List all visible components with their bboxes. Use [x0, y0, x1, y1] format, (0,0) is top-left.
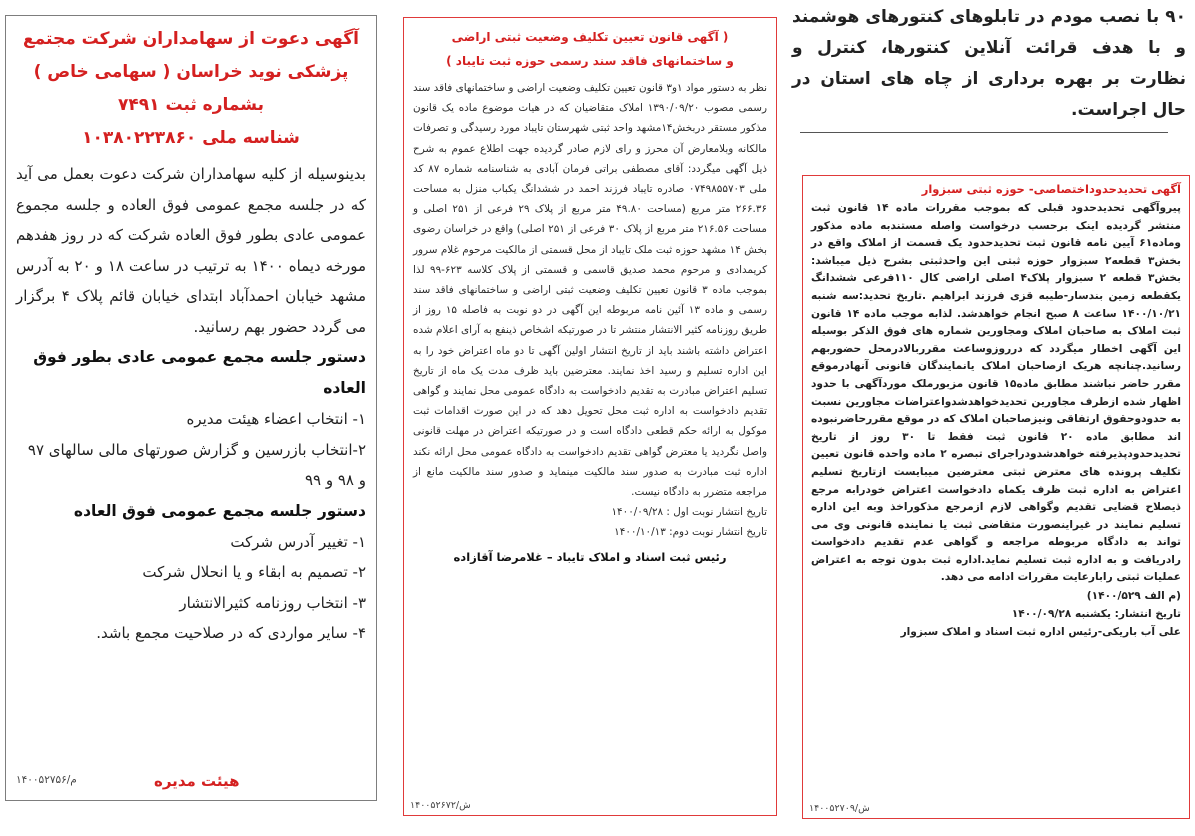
extraordinary-meeting-agenda [16, 527, 366, 649]
invitation-heading-line-1: آگهی دعوت از سهامداران شرکت مجتمع [23, 29, 359, 49]
extraordinary-meeting-agenda-title: دستور جلسه مجمع عمومی فوق العاده [73, 501, 366, 520]
invitation-body: بدینوسیله از کلیه سهامداران شرکت دعوت بعمل می آید که در جلسه مجمع عمومی فوق العاده و جلسه مجموع عمومی عادی بطور فوق العاده شرکت که در روز هفدهم مورخه دیماه ۱۴۰۰ به ترتیب در ساعت ۱۸ و ۲۰ به آدرس مشهد خیابان احمدآباد ابتدای خیابان قائم پلاک ۴ برگزار می گردد حضور بهم رسانید. [16, 165, 367, 336]
registration-number: بشماره ثبت ۷۴۹۱ [118, 95, 264, 115]
notice-signature: رئیس ثبت اسناد و املاک تایباد – غلامرضا آقازاده [453, 550, 727, 565]
notice-body: نظر به دستور مواد ۱و۳ قانون تعیین تکلیف وضعیت اراضی و ساختمانهای فاقد سند رسمی مصوب ۱۳۹۰/۰۹/۲۰ املاک متقاضیان که در هیات موضوع ماده یک قانون مذکور مستقر دربخش۱۴مشهد واحد ثبتی شهرستان تایباد مورد رسیدگی و تصرفات مالکانه وبلامعارض آن محرز و رای لازم صادر گردیده جهت اطلاع عموم به شرح ذیل آگهی میگردد: آقای مصطفی براتی فرمان آبادی به شناسنامه شماره ۸۷ کد ملی ۰۷۴۹۸۵۵۷۰۳ صادره تایباد فرزند احمد در ششدانگ یکباب منزل به مساحت ۲۶۶.۳۶ متر مربع (مساحت ۴۹.۸۰ متر مربع از پلاک ۲۹ فرعی از ۲۵۱ اصلی و مساحت ۲۱۶.۵۶ متر مربع از پلاک ۳۰ فرعی از ۲۵۱ اصلی) واقع در خراسان رضوی بخش ۱۴ مشهد حوزه ثبت ملک تایباد از محل قسمتی از مالکیت مرحوم غلام سرور کریمدادی و مرحوم محمد صدیق قاسمی و قسمتی از پلاک کلاسه ۶۲۳-۹۹ لذا بموجب ماده ۳ قانون تعیین تکلیف وضعیت ثبتی اراضی و ساختمانهای فاقد سند رسمی و ماده ۱۳ آئین نامه مربوطه این آگهی در دو نوبت به فاصله ۱۵ روز از طریق روزنامه کثیر الانتشار منتشر تا در صورتیکه اشخاص ذینفع به آرای اعلام شده اعتراض داشته باشند باید از تاریخ انتشار اولین آگهی تا دو ماه اعتراض خود را به این اداره تسلیم و رسید اخذ نمایند. معترضین باید ظرف مدت یک ماه از تاریخ تسلیم اعتراض مبادرت به تقدیم دادخواست به دادگاه عمومی محل نمایند و گواهی تقدیم دادخواست به اداره ثبت محل تحویل دهد که در این صورت اقدامات ثبت موکول به ارائه حکم قطعی دادگاه است و در صورتیکه اعتراض در مهلت قانونی واصل نگردید یا معترض گواهی تقدیم دادخواست به دادگاه عمومی محل ارائه نکند اداره ثبت مبادرت به صدور سند مالکیت مینماید و صدور سند مالکیت مانع از مراجعه متضرر به دادگاه نیست. [413, 82, 768, 499]
ordinary-meeting-agenda-title: دستور جلسه مجمع عمومی عادی بطور فوق العاده [33, 348, 366, 397]
notice-title-line-2: و ساختمانهای فاقد سند رسمی حوزه ثبت تایباد ) [446, 54, 734, 68]
agenda-item: ۱- تغییر آدرس شرکت [230, 532, 366, 551]
land-status-notice [403, 17, 777, 816]
agenda-item: ۲- تصمیم به ابقاء و یا انحلال شرکت [142, 563, 366, 581]
notice-code: ۱۴۰۰۵۲۷۵۶/م [16, 774, 77, 786]
notice-title-line-1: ( آگهی قانون تعیین تکلیف وضعیت ثبتی اراضی [451, 30, 729, 44]
agenda-item: ۲-انتخاب بازرسین و گزارش صورتهای مالی سالهای ۹۷ و ۹۸ و ۹۹ [27, 440, 366, 489]
invitation-heading-line-2: پزشکی نوید خراسان ( سهامی خاص ) [33, 62, 349, 82]
notice-code: ۱۴۰۰۵۲۷۰۹/ش [809, 803, 870, 814]
notice-title: آگهی تحدیدحدوداختصاصی- حوزه ثبتی سبزوار [921, 182, 1181, 196]
notice-reference: (م الف ۱۴۰۰/۵۲۹) [1086, 590, 1181, 603]
second-publication-date: تاریخ انتشار نوبت دوم: ۱۴۰۰/۱۰/۱۳ [614, 526, 767, 539]
ordinary-meeting-agenda [16, 404, 366, 496]
agenda-item: ۴- سایر مواردی که در صلاحیت مجمع باشد. [96, 624, 366, 642]
column-divider [800, 132, 1168, 133]
notice-body: پیروآگهی تحدیدحدود قبلی که بموجب مقررات ماده ۱۴ قانون ثبت منتشر گردیده اینک برحسب درخواست واصله مستندبه ماده مذکور وماده۶۱ آیین نامه قانون ثبت تحدیدحدود یک قسمت از املاک واقع در بخش۳ قطعه۲ سبزوار حوزه ثبتی این واحدثبتی بشرح ذیل میباشد: بخش۳ قطعه ۲ سبزوار پلاک۴ اصلی اراضی کال ۱۱۰فرعی ششدانگ یکقطعه زمین بندسار-طیبه قزی فرزند ابراهیم .تاریخ تحدید:سه شنبه ۱۴۰۰/۱۰/۲۱ ساعت ۸ صبح انجام خواهدشد. لذابه موجب ماده ۱۴ قانون ثبت املاک به صاحبان املاک ومجاورین شماره های فوق الذکر بوسیله این آگهی اخطار میگردد که درروزوساعت مقرربالادرمحل حضوربهم رسانید.چنانچه هریک ازصاحبان املاک یانمایندگان قانونی آنهادرموقع مقرر حاضر نباشند مطابق ماده۱۵ قانون مزبورملک موردآگهی با حدود اظهار شده ازطرف مجاورین تحدیدخواهدشدواعتراضات مجاورین نسبت به حدودوحقوق ارتفاقی ونیزصاحبان املاک که در موقع مقررحاضرنبوده اند مطابق ماده ۲۰ قانون ثبت فقط تا ۳۰ روز از تاریخ تحدیدحدودپذیرفته خواهدشدودراجرای تبصره ۲ ماده واحده قانون تعیین تکلیف پرونده های معترض ثبتی معترضین میبایست ازتاریخ تسلیم اعتراض به اداره ثبت ظرف یکماه دادخواست اعتراض خودرابه مرجع ذیصلاح قضایی تقدیم وگواهی لازم ازمرجع مذکوراخذ وبه این اداره تسلیم نمایند در غیراینصورت متقاضی ثبت یا نماینده قانونی وی می تواند به دادگاه مربوطه مراجعه و گواهی عدم تقدیم دادخواست رادریافت و به اداره ثبت تسلیم نماید.اداره ثبت بدون توجه به اعتراض عملیات ثبتی رابارعایت مقررات ادامه می دهد. [811, 202, 1182, 584]
continuation-paragraph: ۹۰ با نصب مودم در تابلوهای کنتورهای هوشمند و با هدف قرائت آنلاین کنتورها، کنترل و نظارت بر بهره برداری از چاه های استان در حال اجراست. [792, 7, 1186, 120]
notice-code: ۱۴۰۰۵۲۶۷۲/ش [410, 800, 471, 811]
board-signature: هیئت مدیره [154, 772, 240, 790]
boundary-demarcation-notice [802, 175, 1190, 819]
publication-date: تاریخ انتشار: یکشنبه ۱۴۰۰/۰۹/۲۸ [1011, 608, 1181, 621]
right-column [788, 0, 1190, 836]
agenda-item: ۱- انتخاب اعضاء هیئت مدیره [186, 410, 366, 428]
shareholders-invitation-notice [5, 15, 377, 801]
agenda-item: ۳- انتخاب روزنامه کثیرالانتشار [179, 593, 366, 612]
national-id: شناسه ملی ۱۰۳۸۰۲۲۳۸۶۰ [82, 128, 300, 148]
notice-signature: علی آب باریکی-رئیس اداره ثبت اسناد و املاک سبزوار [900, 626, 1181, 639]
first-publication-date: تاریخ انتشار نوبت اول : ۱۴۰۰/۰۹/۲۸ [611, 506, 767, 519]
